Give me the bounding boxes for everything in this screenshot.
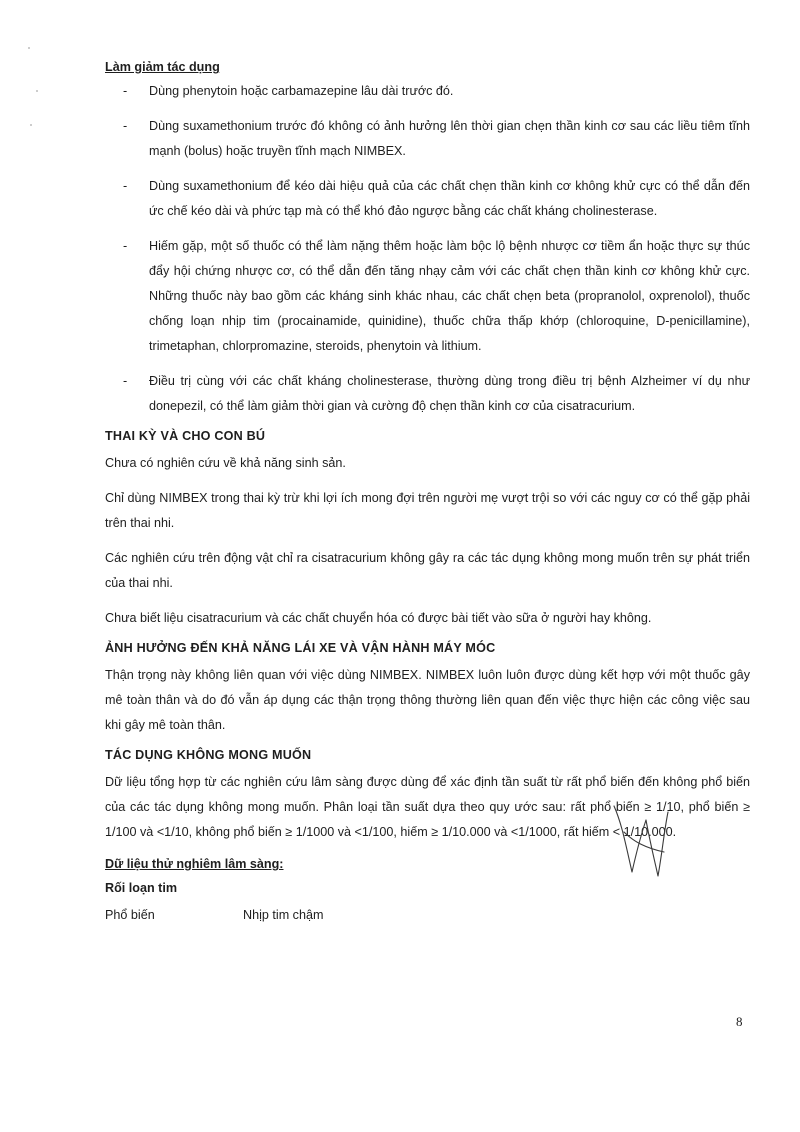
handwritten-signature <box>606 802 670 882</box>
bullet-dash: - <box>123 374 128 388</box>
list-item-text: Dùng suxamethonium để kéo dài hiệu quả của các chất chẹn thần kinh cơ không khử cực có thể dẫn đến ức chế kéo dài và phức tạp mà có thể khó đảo ngược bằng các chất kháng cholinesterase. <box>149 179 750 218</box>
document-body <box>105 60 750 928</box>
paragraph: Chưa có nghiên cứu về khả năng sinh sản. <box>105 456 346 470</box>
bullet-dash: - <box>123 84 128 98</box>
section-heading-pregnancy: THAI KỲ VÀ CHO CON BÚ <box>105 429 266 443</box>
section-heading-reduced-effect: Làm giảm tác dụng <box>105 60 220 74</box>
section-heading-driving: ẢNH HƯỞNG ĐẾN KHẢ NĂNG LÁI XE VÀ VẬN HÀNH MÁY MÓC <box>105 641 496 655</box>
bullet-dash: - <box>123 119 128 133</box>
list-item <box>105 369 750 419</box>
paragraph: Các nghiên cứu trên động vật chỉ ra cisatracurium không gây ra các tác dụng không mong muốn trên sự phát triển của thai nhi. <box>105 551 750 590</box>
list-item <box>105 79 750 104</box>
list-item <box>105 234 750 359</box>
cardiac-disorders-heading: Rối loạn tim <box>105 881 178 895</box>
list-item-text: Dùng phenytoin hoặc carbamazepine lâu dài trước đó. <box>149 84 454 98</box>
effect-label: Nhịp tim chậm <box>243 908 324 922</box>
list-item-text: Dùng suxamethonium trước đó không có ảnh hưởng lên thời gian chẹn thần kinh cơ sau các liều tiêm tĩnh mạnh (bolus) hoặc truyền tĩnh mạch NIMBEX. <box>149 119 750 158</box>
paragraph: Chỉ dùng NIMBEX trong thai kỳ trừ khi lợi ích mong đợi trên người mẹ vượt trội so với các nguy cơ có thể gặp phải trên thai nhi. <box>105 491 750 530</box>
list-item-text: Hiếm gặp, một số thuốc có thể làm nặng thêm hoặc làm bộc lộ bệnh nhược cơ tiềm ẩn hoặc thực sự thúc đẩy hội chứng nhược cơ, có thể dẫn đến tăng nhạy cảm với các chất chẹn thần kinh cơ không khử cực. Những thuốc này bao gồm các kháng sinh khác nhau, các chất chẹn beta (propranolol, oxprenolol), thuốc chống loạn nhịp tim (procainamide, quinidine), thuốc chữa thấp khớp (chloroquine, D-penicillamine), trimetaphan, chlorpromazine, steroids, phenytoin và lithium. <box>149 239 750 353</box>
paragraph: Dữ liệu tổng hợp từ các nghiên cứu lâm sàng được dùng để xác định tần suất từ rất phổ biến đến không phổ biến của các tác dụng không mong muốn. Phân loại tần suất dựa theo quy ước sau: rất phổ biến ≥ 1/10, phổ biến ≥ 1/100 và <1/10, không phổ biến ≥ 1/1000 và <1/100, hiếm ≥ 1/10.000 và <1/1000, rất hiếm < 1/10.000. <box>105 775 750 839</box>
list-item <box>105 174 750 224</box>
list-item <box>105 114 750 164</box>
reduced-effect-list <box>105 79 750 419</box>
page-number: 8 <box>736 1014 743 1029</box>
paragraph: Thận trọng này không liên quan với việc dùng NIMBEX. NIMBEX luôn luôn được dùng kết hợp với một thuốc gây mê toàn thân và do đó vẫn áp dụng các thận trọng thông thường liên quan đến việc thực hiện các công việc sau khi gây mê toàn thân. <box>105 668 750 732</box>
clinical-data-heading: Dữ liệu thử nghiêm lâm sàng: <box>105 857 284 871</box>
section-heading-adverse-effects: TÁC DỤNG KHÔNG MONG MUỐN <box>105 748 312 762</box>
frequency-label: Phổ biến <box>105 908 155 922</box>
list-item-text: Điều trị cùng với các chất kháng cholinesterase, thường dùng trong điều trị bệnh Alzheimer ví dụ như donepezil, có thể làm giảm thời gian và cường độ chẹn thần kinh cơ của cisatracurium. <box>149 374 750 413</box>
scan-speck <box>36 90 38 92</box>
scan-speck <box>28 47 30 49</box>
bullet-dash: - <box>123 239 128 253</box>
paragraph: Chưa biết liệu cisatracurium và các chất chuyển hóa có được bài tiết vào sữa ở người hay không. <box>105 611 652 625</box>
frequency-row <box>105 903 750 928</box>
scan-speck <box>30 124 32 126</box>
bullet-dash: - <box>123 179 128 193</box>
